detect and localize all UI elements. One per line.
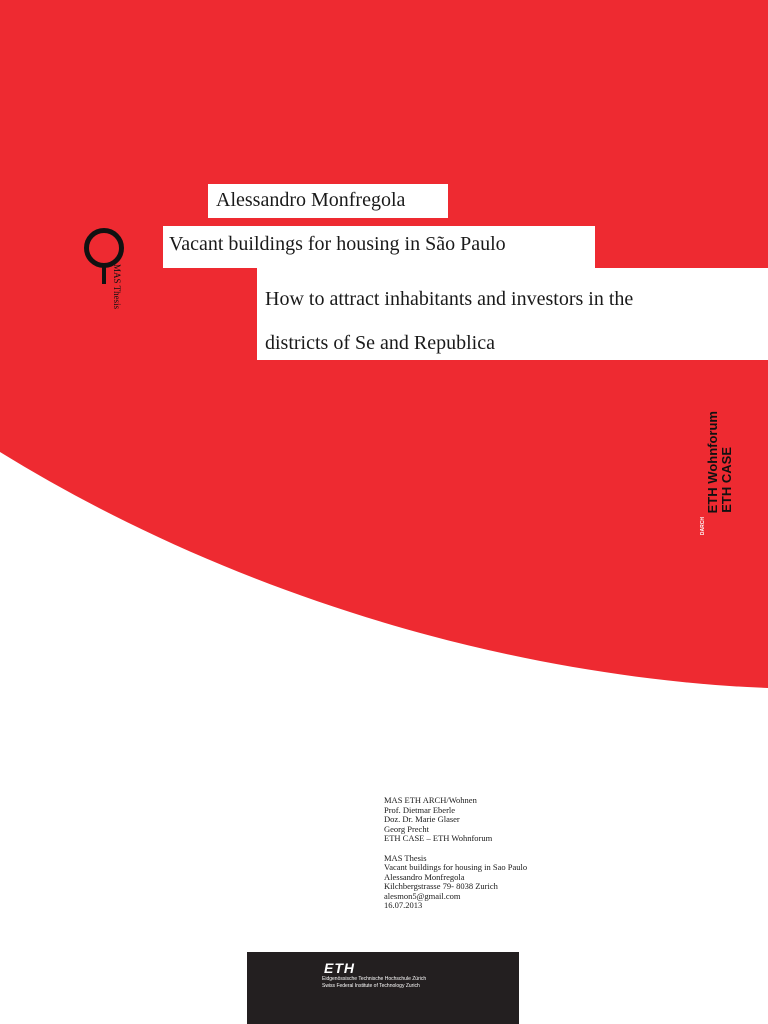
author-line: Alessandro Monfregola [384,871,465,882]
thesis-subtitle [257,268,768,360]
mas-thesis-logo [84,228,130,322]
department-line: ETH CASE – ETH Wohnforum [384,833,493,843]
eth-name-german: Eidgenössische Technische Hochschule Zürich [322,976,427,982]
ring-tail [102,266,106,284]
supervisor-line: Georg Precht [384,823,429,834]
thesis-title-text: Vacant buildings for housing in São Paulo [169,233,506,255]
institute-logo [700,405,736,535]
ring-icon [84,228,124,268]
author-name [208,184,448,218]
eth-wordmark: ETH [324,960,355,976]
supervisor-line: Doz. Dr. Marie Glaser [384,814,460,824]
mas-thesis-label: MAS Thesis [112,264,122,310]
thesis-title-line: Vacant buildings for housing in Sao Paulo [384,862,528,872]
supervision-group [384,796,634,844]
eth-logo-banner [247,952,519,1024]
eth-name-english: Swiss Federal Institute of Technology Zurich [322,983,420,989]
author-group [384,854,634,911]
date-line: 16.07.2013 [384,900,423,910]
email-line: alesmon5@gmail.com [384,890,461,901]
address-line: Kilchbergstrasse 79- 8038 Zurich [384,881,498,891]
eth-case-label: ETH CASE [719,447,734,513]
author-name-text: Alessandro Monfregola [216,189,406,211]
thesis-title [163,226,595,268]
thesis-type-line: MAS Thesis [384,852,427,863]
subtitle-line-2: districts of Se and Republica [265,332,495,354]
thesis-info-block [384,796,634,921]
subtitle-line-1: How to attract inhabitants and investors in the [265,288,634,310]
darch-label: DARCH [700,516,706,535]
supervisor-line: Prof. Dietmar Eberle [384,804,456,815]
eth-wohnforum-label: ETH Wohnforum [705,410,720,513]
program-line: MAS ETH ARCH/Wohnen [384,795,477,805]
